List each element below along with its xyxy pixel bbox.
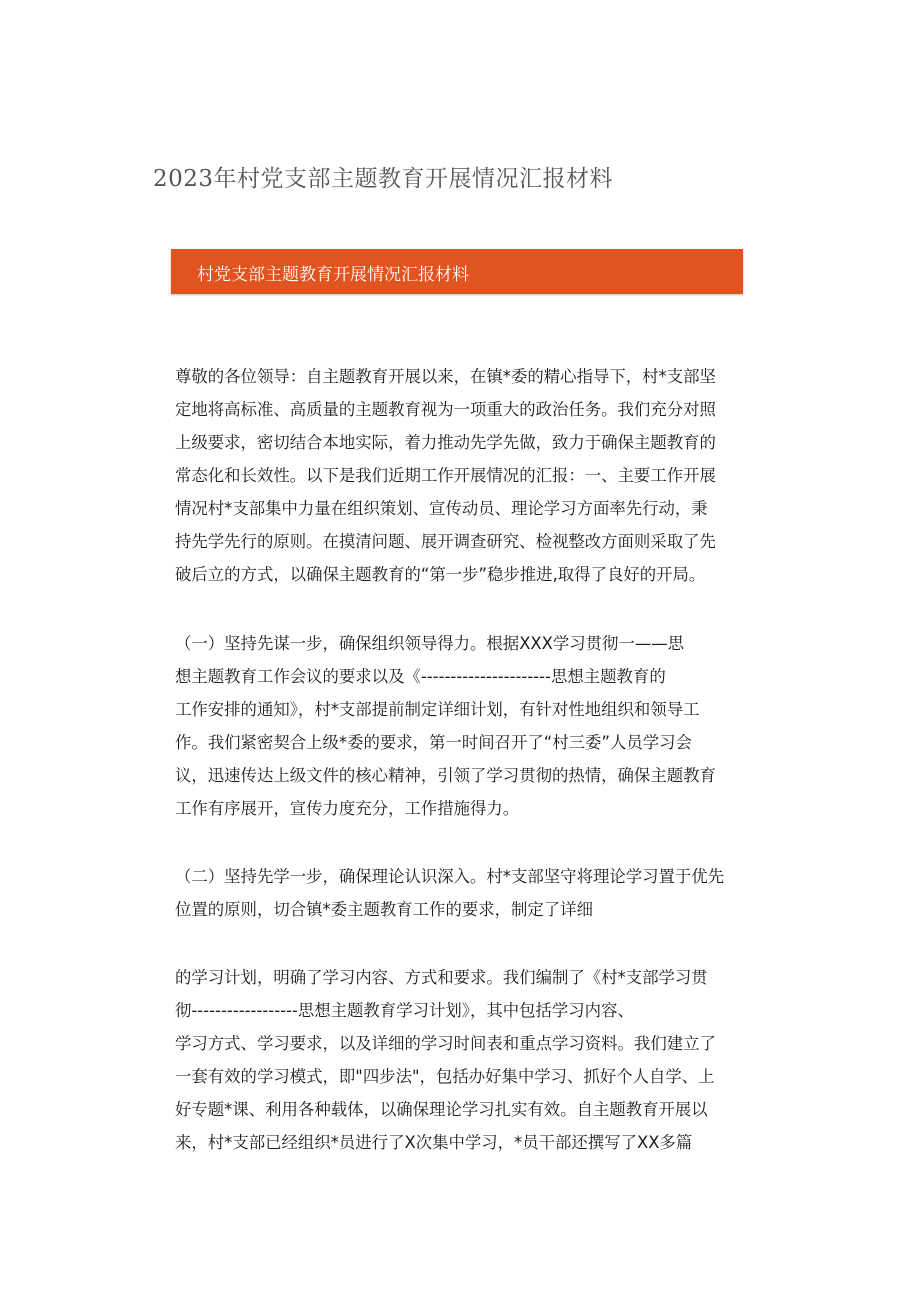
text-line: 情况村*支部集中力量在组织策划、宣传动员、理论学习方面率先行动，秉 [175,499,708,518]
text-line: 好专题*课、利用各种载体，以确保理论学习扎实有效。自主题教育开展以 [175,1100,708,1119]
text-line: 一套有效的学习模式，即"四步法"，包括办好集中学习、抓好个人自学、上 [175,1067,715,1086]
document-title: 2023年村党支部主题教育开展情况汇报材料 [153,166,614,192]
text-line: 破后立的方式，以确保主题教育的“第一步”稳步推进,取得了良好的开局。 [175,565,706,584]
text-line: 持先学先行的原则。在摸清问题、展开调查研究、检视整改方面则采取了先 [175,532,716,551]
text-line: 想主题教育工作会议的要求以及《----------------------思想主题教育的 [175,667,666,686]
text-line: 彻------------------思想主题教育学习计划》，其中包括学习内容、 [175,1001,634,1020]
text-line: 来，村*支部已经组织*员进行了X次集中学习，*员干部还撰写了XX多篇 [175,1133,693,1152]
text-line: 工作有序展开，宣传力度充分，工作措施得力。 [175,799,520,818]
section-banner [171,249,743,294]
text-line: 尊敬的各位领导：自主题教育开展以来，在镇*委的精心指导下，村*支部坚 [175,367,716,386]
text-line: 的学习计划，明确了学习内容、方式和要求。我们编制了《村*支部学习贯 [175,968,708,987]
text-line: 上级要求，密切结合本地实际，着力推动先学先做，致力于确保主题教育的 [175,433,716,452]
text-line: 位置的原则，切合镇*委主题教育工作的要求，制定了详细 [175,900,593,919]
text-line: 定地将高标准、高质量的主题教育视为一项重大的政治任务。我们充分对照 [175,400,716,419]
text-line: 学习方式、学习要求，以及详细的学习时间表和重点学习资料。我们建立了 [175,1034,716,1053]
text-line: 工作安排的通知》，村*支部提前制定详细计划，有针对性地组织和领导工 [175,700,700,719]
text-line: 议，迅速传达上级文件的核心精神，引领了学习贯彻的热情，确保主题教育 [175,766,716,785]
text-line: （一）坚持先谋一步，确保组织领导得力。根据XXX学习贯彻一——思 [175,634,685,653]
banner-title: 村党支部主题教育开展情况汇报材料 [197,265,469,285]
text-line: 常态化和长效性。以下是我们近期工作开展情况的汇报：一、主要工作开展 [175,466,716,485]
text-line: （二）坚持先学一步，确保理论认识深入。村*支部坚守将理论学习置于优先 [175,867,725,886]
text-line: 作。我们紧密契合上级*委的要求，第一时间召开了“村三委”人员学习会 [175,733,692,752]
